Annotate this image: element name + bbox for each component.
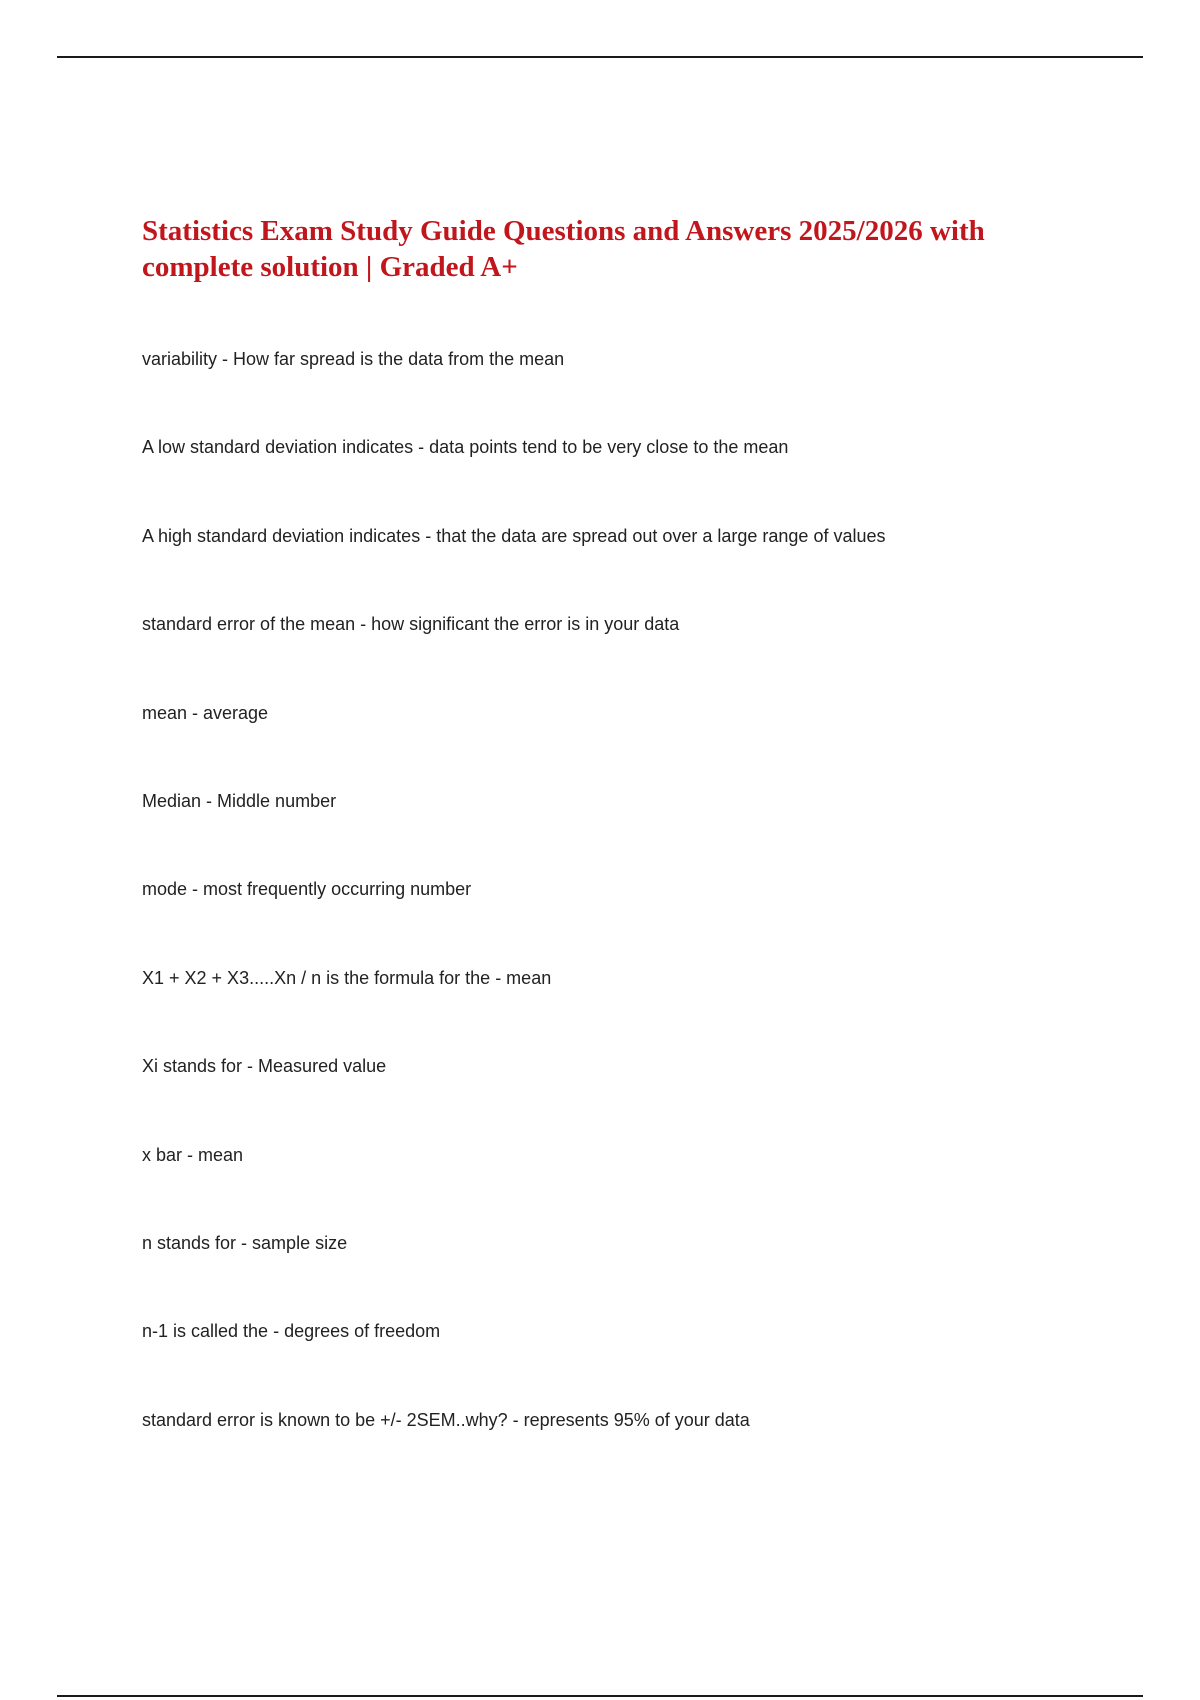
document-body [142, 213, 1092, 1430]
qa-item: n-1 is called the - degrees of freedom [142, 1321, 441, 1342]
qa-item: Xi stands for - Measured value [142, 1056, 387, 1077]
footer-rule [57, 1695, 1143, 1697]
header-rule [57, 56, 1143, 58]
qa-item: A high standard deviation indicates - that the data are spread out over a large range of values [142, 525, 886, 546]
qa-item: A low standard deviation indicates - data points tend to be very close to the mean [142, 437, 789, 458]
qa-item: variability - How far spread is the data from the mean [142, 349, 565, 369]
qa-item: n stands for - sample size [142, 1232, 348, 1253]
document-title: Statistics Exam Study Guide Questions and Answers 2025/2026 with complete solution | Graded A+ [142, 215, 985, 283]
qa-item: X1 + X2 + X3.....Xn / n is the formula for the - mean [142, 967, 552, 988]
qa-item: mean - average [142, 702, 269, 723]
qa-item: Median - Middle number [142, 790, 337, 811]
qa-item: standard error is known to be +/- 2SEM..why? - represents 95% of your data [142, 1409, 750, 1430]
qa-item: x bar - mean [142, 1144, 244, 1165]
qa-list [142, 348, 1092, 1497]
qa-item: mode - most frequently occurring number [142, 879, 472, 900]
qa-item: standard error of the mean - how significant the error is in your data [142, 614, 680, 635]
